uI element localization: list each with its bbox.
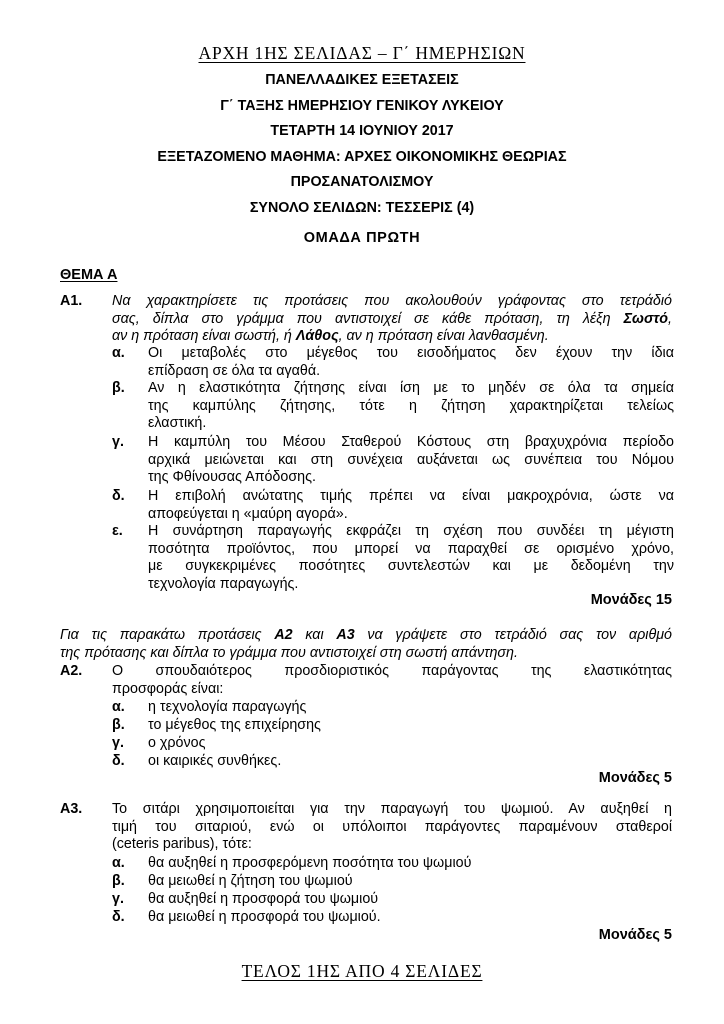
option-text: θα αυξηθεί η προσφερόμενη ποσότητα του ψωμιού	[148, 855, 472, 871]
option-letter: γ.	[112, 891, 124, 907]
intro-text: , αν η πρόταση είναι λανθασμένη.	[338, 328, 549, 345]
statement-line: της καμπύλης ζήτησης, τότε η ζήτηση χαρακτηρίζεται τελείως	[148, 397, 674, 414]
question-line: τιμή του σιταριού, ενώ οι υπόλοιποι παράγοντες παραμένουν σταθεροί	[112, 818, 672, 835]
statement-line: Η συνάρτηση παραγωγής εκφράζει τη σχέση που συνδέει τη μέγιστη	[148, 523, 674, 539]
page-header-title: ΑΡΧΗ 1ΗΣ ΣΕΛΙΔΑΣ – Γ΄ ΗΜΕΡΗΣΙΩΝ	[198, 43, 526, 63]
option-letter: β.	[112, 873, 125, 889]
statement-letter: β.	[112, 380, 125, 396]
option-letter: β.	[112, 717, 125, 733]
question-line: Ο σπουδαιότερος προσδιοριστικός παράγοντας της ελαστικότητας	[112, 663, 672, 679]
exam-header-line: ΠΡΟΣΑΝΑΤΟΛΙΣΜΟΥ	[290, 174, 434, 190]
option-text: θα αυξηθεί η προσφορά του ψωμιού	[148, 891, 379, 907]
statement-letter: γ.	[112, 434, 124, 450]
statement-line: τεχνολογία παραγωγής.	[148, 575, 299, 592]
instruction-text-part: Για τις παρακάτω προτάσεις	[60, 627, 275, 643]
option-letter: α.	[112, 855, 125, 871]
exam-header-line: ΕΞΕΤΑΖΟΜΕΝΟ ΜΑΘΗΜΑ: ΑΡΧΕΣ ΟΙΚΟΝΟΜΙΚΗΣ ΘΕΩΡΙΑΣ	[157, 148, 567, 165]
option-letter: α.	[112, 699, 125, 715]
option-letter: δ.	[112, 753, 125, 769]
intro-text: σας, δίπλα στο γράμμα που αντιστοιχεί σε κάθε πρόταση, τη λέξη	[112, 310, 624, 327]
statement-line: ποσότητα προϊόντος, που μπορεί να παραχθεί σε ορισμένο χρόνο,	[148, 540, 674, 557]
question-line: προσφοράς είναι:	[112, 680, 224, 697]
statement-line: επίδραση σε όλα τα αγαθά.	[148, 362, 321, 379]
question-line: Το σιτάρι χρησιμοποιείται για την παραγωγή του ψωμιού. Αν αυξηθεί η	[112, 801, 672, 817]
statement-line: της Φθίνουσας Απόδοσης.	[148, 469, 316, 486]
question-label: Α1.	[60, 293, 83, 309]
question-text	[112, 663, 672, 698]
statement-line: Η καμπύλη του Μέσου Σταθερού Κόστους στη βραχυχρόνια περίοδο	[148, 434, 674, 450]
instruction-text	[60, 627, 672, 662]
intro-text: αν η πρόταση είναι σωστή, ή	[112, 328, 296, 345]
statement-text	[148, 488, 674, 523]
statement-letter: ε.	[112, 523, 123, 539]
marks-a1: Μονάδες 15	[590, 592, 672, 608]
exam-header-line: Γ΄ ΤΑΞΗΣ ΗΜΕΡΗΣΙΟΥ ΓΕΝΙΚΟΥ ΛΥΚΕΙΟΥ	[220, 97, 504, 114]
option-text: η τεχνολογία παραγωγής	[148, 699, 307, 715]
option-text: ο χρόνος	[148, 735, 206, 751]
question-text	[112, 801, 672, 854]
statement-line: ελαστική.	[148, 415, 207, 432]
statement-text	[148, 434, 674, 487]
option-text: θα μειωθεί η ζήτηση του ψωμιού	[148, 873, 353, 889]
statement-line: αρχικά μειώνεται και στη συνέχεια αυξάνεται ως συνέπεια του Νόμου	[148, 451, 674, 468]
intro-text: ,	[668, 310, 672, 327]
instruction-ref-a3: Α3	[336, 627, 355, 643]
statement-line: με συγκεκριμένες ποσότητες συντελεστών και με δεδομένη την	[148, 558, 674, 575]
statement-text	[148, 523, 674, 593]
option-text: θα μειωθεί η προσφορά του ψωμιού.	[148, 909, 381, 925]
page-footer: ΤΕΛΟΣ 1ΗΣ ΑΠΟ 4 ΣΕΛΙΔΕΣ	[241, 961, 483, 981]
option-letter: δ.	[112, 909, 125, 925]
exam-header	[0, 68, 724, 221]
exam-header-line: ΠΑΝΕΛΛΑΔΙΚΕΣ ΕΞΕΤΑΣΕΙΣ	[265, 72, 459, 88]
exam-header-line: ΣΥΝΟΛΟ ΣΕΛΙΔΩΝ: ΤΕΣΣΕΡΙΣ (4)	[249, 199, 475, 216]
instruction-line	[60, 627, 672, 645]
statement-line: Οι μεταβολές στο μέγεθος του εισοδήματος δεν έχουν την ίδια	[148, 345, 674, 361]
option-text: οι καιρικές συνθήκες.	[148, 753, 282, 769]
intro-keyword-correct: Σωστό	[623, 310, 669, 327]
instruction-text-part: να γράψετε στο τετράδιό σας τον αριθμό	[354, 627, 672, 643]
intro-keyword-wrong: Λάθος	[295, 328, 339, 345]
instruction-line: της πρότασης και δίπλα το γράμμα που αντιστοιχεί στη σωστή απάντηση.	[60, 644, 518, 661]
statement-letter: δ.	[112, 488, 125, 504]
marks-a3: Μονάδες 5	[598, 927, 672, 943]
statement-letter: α.	[112, 345, 125, 361]
theme-title: ΘΕΜΑ Α	[60, 267, 118, 283]
statement-text	[148, 345, 674, 380]
intro-line	[112, 311, 672, 329]
group-title: ΟΜΑΔΑ ΠΡΩΤΗ	[303, 230, 421, 246]
question-label: Α3.	[60, 801, 83, 817]
statement-line: Αν η ελαστικότητα ζήτησης είναι ίση με το μηδέν σε όλα τα σημεία	[148, 380, 674, 396]
statement-text	[148, 380, 674, 433]
question-label: Α2.	[60, 663, 83, 679]
option-text: το μέγεθος της επιχείρησης	[148, 717, 321, 733]
statement-line: αποφεύγεται η «μαύρη αγορά».	[148, 505, 348, 522]
intro-line	[112, 328, 672, 346]
marks-a2: Μονάδες 5	[598, 770, 672, 786]
question-line: (ceteris paribus), τότε:	[112, 836, 252, 853]
instruction-ref-a2: Α2	[274, 627, 293, 643]
option-letter: γ.	[112, 735, 124, 751]
statement-line: Η επιβολή ανώτατης τιμής πρέπει να είναι μακροχρόνια, ώστε να	[148, 488, 674, 504]
question-intro	[112, 293, 672, 346]
exam-header-line: ΤΕΤΑΡΤΗ 14 ΙΟΥΝΙΟΥ 2017	[270, 123, 454, 139]
instruction-text-part: και	[292, 627, 337, 643]
intro-line: Να χαρακτηρίσετε τις προτάσεις που ακολουθούν γράφοντας στο τετράδιό	[112, 293, 672, 309]
